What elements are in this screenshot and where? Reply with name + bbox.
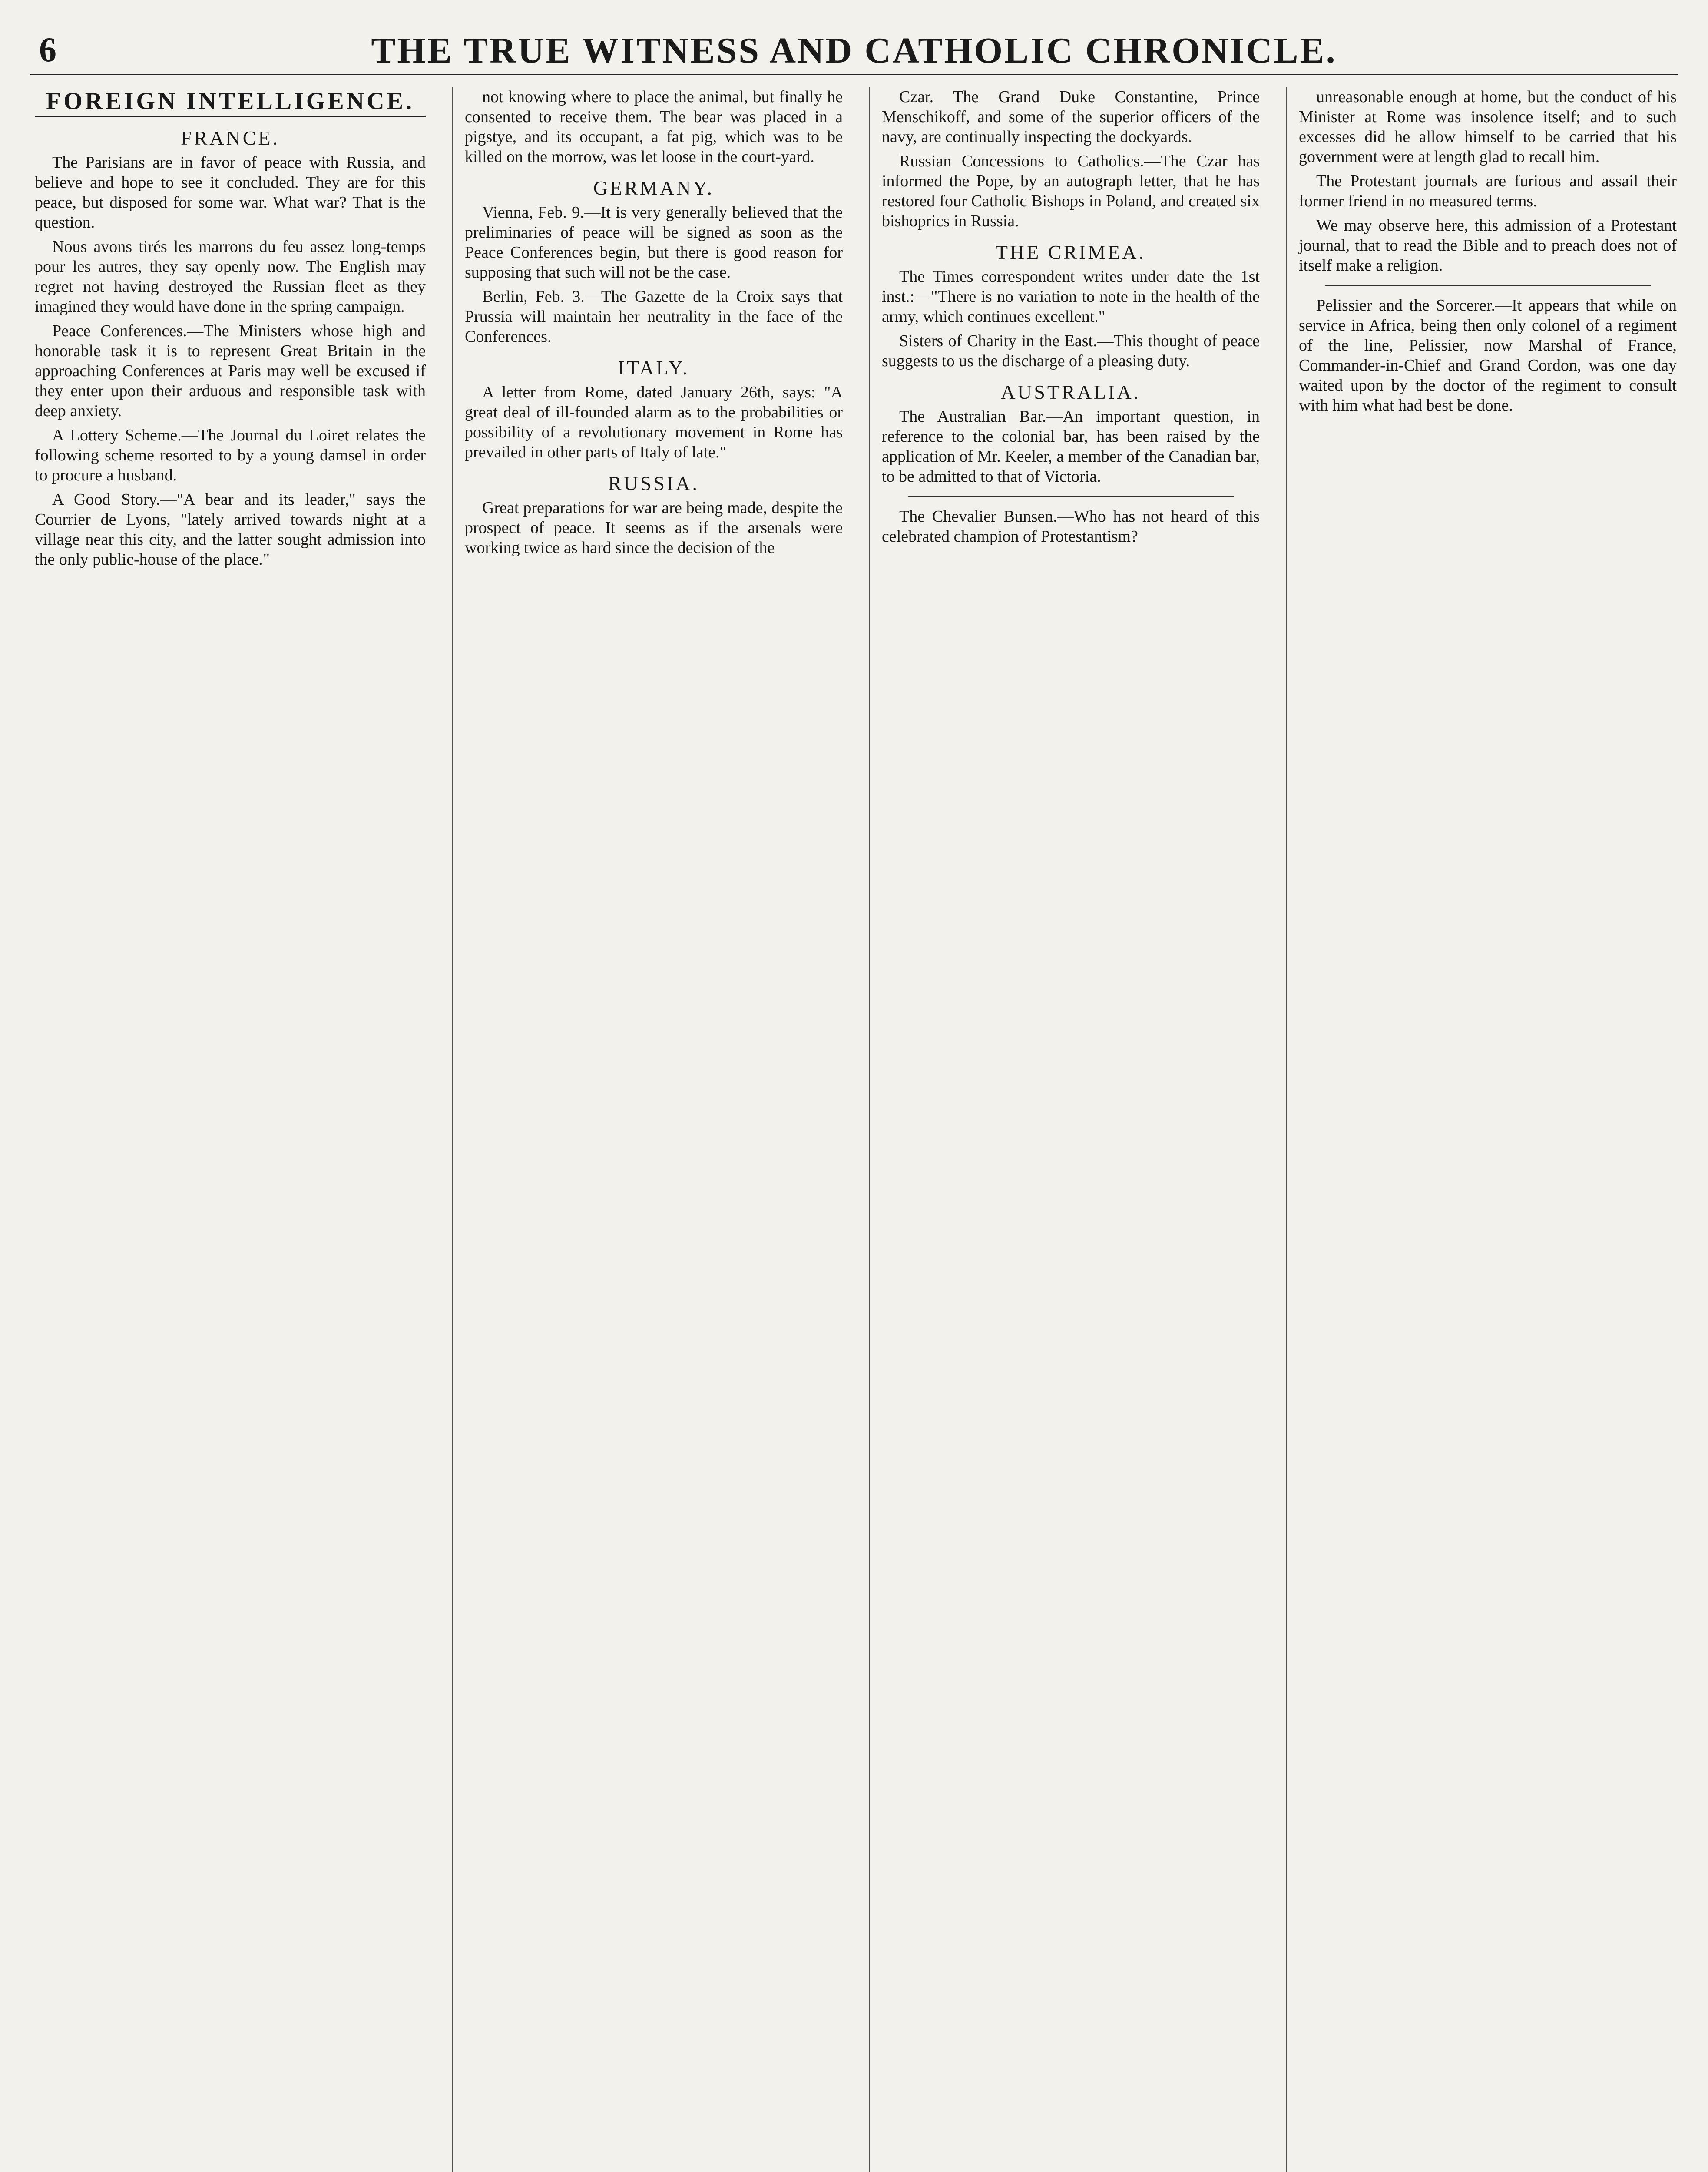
article-paragraph: The Protestant journals are furious and assail their former friend in no measured terms.	[1299, 172, 1677, 210]
column-1	[35, 87, 426, 2172]
article-paragraph: Pelissier and the Sorcerer.—It appears that while on service in Africa, being then only colonel of a regiment of the line, Pelissier, now Marshal of France, Commander-in-Chief and Grand Cordon, was one day waited upon by the doctor of the regiment to consult with him what had best be done.	[1299, 296, 1677, 414]
russia-heading: RUSSIA.	[608, 472, 700, 494]
article-paragraph: The Parisians are in favor of peace with Russia, and believe and hope to see it concluded. They are for this peace, but disposed for some war. What war? That is the question.	[35, 153, 426, 232]
foreign-intelligence-heading: FOREIGN INTELLIGENCE.	[35, 91, 426, 117]
divider	[908, 496, 1234, 497]
france-heading: FRANCE.	[181, 127, 280, 149]
article-paragraph: Berlin, Feb. 3.—The Gazette de la Croix says that Prussia will maintain her neutrality in the face of the Conferences.	[465, 288, 843, 346]
article-paragraph: The Times correspondent writes under date the 1st inst.:—"There is no variation to note in the health of the army, which continues excellent."	[882, 268, 1260, 326]
article-paragraph: The Chevalier Bunsen.—Who has not heard of this celebrated champion of Protestantism?	[882, 507, 1260, 546]
masthead	[30, 26, 1678, 76]
article-paragraph: A letter from Rome, dated January 26th, says: "A great deal of ill-founded alarm as to the probabilities or possibility of a revolutionary movement in Rome has prevailed in other parts of Italy of late."	[465, 383, 843, 461]
article-paragraph: We may observe here, this admission of a Protestant journal, that to read the Bible and to preach does not of itself make a religion.	[1299, 216, 1677, 275]
newspaper-title: THE TRUE WITNESS AND CATHOLIC CHRONICLE.	[371, 30, 1337, 71]
column-3	[869, 87, 1260, 2172]
article-paragraph: unreasonable enough at home, but the conduct of his Minister at Rome was insolence itself; and to such excesses did he allow himself to be carried that his government were at length glad to recall him.	[1299, 88, 1677, 166]
article-paragraph: The Australian Bar.—An important question, in reference to the colonial bar, has been raised by the application of Mr. Keeler, a member of the Canadian bar, to be admitted to that of Victoria.	[882, 407, 1260, 486]
australia-heading: AUSTRALIA.	[1000, 381, 1141, 403]
article-paragraph: Czar. The Grand Duke Constantine, Prince Menschikoff, and some of the superior officers of the navy, are continually inspecting the dockyards.	[882, 88, 1260, 146]
italy-heading: ITALY.	[618, 357, 690, 379]
article-paragraph: Great preparations for war are being made, despite the prospect of peace. It seems as if the arsenals were working twice as hard since the decision of the	[465, 499, 843, 557]
article-paragraph: not knowing where to place the animal, but finally he consented to receive them. The bear was placed in a pigstye, and its occupant, a fat pig, which was to be killed on the morrow, was let loose in the court-yard.	[465, 88, 843, 166]
column-2	[452, 87, 843, 2172]
article-paragraph: A Lottery Scheme.—The Journal du Loiret relates the following scheme resorted to by a young damsel in order to procure a husband.	[35, 426, 426, 484]
column-4	[1286, 87, 1677, 2172]
article-paragraph: Sisters of Charity in the East.—This thought of peace suggests to us the discharge of a pleasing duty.	[882, 332, 1260, 370]
page-number: 6	[39, 31, 56, 69]
article-paragraph: Peace Conferences.—The Ministers whose high and honorable task it is to represent Great Britain in the approaching Conferences at Paris may well be excused if they enter upon their arduous and responsible task with deep anxiety.	[35, 322, 426, 420]
germany-heading: GERMANY.	[593, 177, 715, 199]
article-paragraph: Russian Concessions to Catholics.—The Czar has informed the Pope, by an autograph letter, that he has restored four Catholic Bishops in Poland, and created six bishoprics in Russia.	[882, 152, 1260, 230]
crimea-heading: THE CRIMEA.	[995, 241, 1146, 263]
article-paragraph: A Good Story.—"A bear and its leader," says the Courrier de Lyons, "lately arrived towards night at a village near this city, and the latter sought admission into the only public-house of the place."	[35, 490, 426, 569]
article-paragraph: Nous avons tirés les marrons du feu assez long-temps pour les autres, they say openly now. The English may regret not having destroyed the Russian fleet as they imagined they would have done in the spring campaign.	[35, 238, 426, 316]
article-paragraph: Vienna, Feb. 9.—It is very generally believed that the preliminaries of peace will be signed as soon as the Peace Conferences begin, but there is good reason for supposing that such will not be the case.	[465, 203, 843, 281]
article-columns	[35, 87, 1677, 2172]
divider	[1325, 285, 1651, 286]
